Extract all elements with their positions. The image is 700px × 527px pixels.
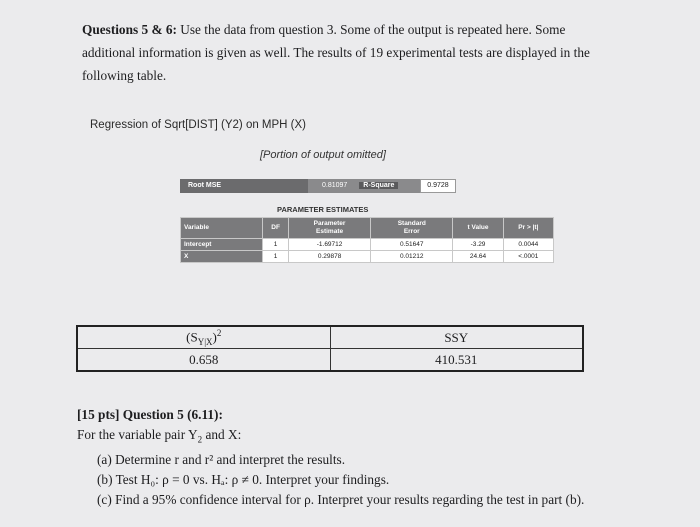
- header-estimate-line2: Estimate: [316, 228, 344, 235]
- cell-p-value: <.0001: [503, 251, 553, 263]
- syx-header-sup: 2: [216, 328, 222, 339]
- intro-line2: additional information is given as well. The results of 19 experimental tests are displayed in the: [82, 45, 590, 60]
- header-estimate-line1: Parameter: [313, 220, 346, 227]
- regression-output-figure: [80, 107, 645, 302]
- summary-header-row: [77, 326, 583, 349]
- intro-heading: Questions 5 & 6:: [82, 22, 177, 37]
- ssy-header: SSY: [330, 326, 583, 349]
- syx-header-sub: Y|X: [197, 336, 213, 347]
- question-part-b: (b) Test H₀: ρ = 0 vs. Hₐ: ρ ≠ 0. Interpret your findings.: [97, 471, 390, 487]
- r-square-value: 0.9728: [420, 179, 456, 193]
- question-5: [77, 405, 687, 510]
- header-se-line2: Error: [403, 228, 420, 235]
- header-se-line1: Standard: [397, 220, 426, 227]
- root-mse-value: 0.81097: [322, 182, 348, 189]
- parameter-estimates-title: PARAMETER ESTIMATES: [277, 205, 369, 214]
- fit-stats-bar: [308, 179, 426, 193]
- table-row: [181, 251, 554, 263]
- header-std-error: [371, 218, 453, 239]
- header-estimate: [288, 218, 370, 239]
- syx-value: 0.658: [77, 349, 330, 372]
- intro-paragraph: [82, 18, 642, 87]
- cell-df: 1: [263, 239, 289, 251]
- cell-variable: Intercept: [181, 239, 263, 251]
- parameter-estimates-table: [180, 217, 554, 263]
- cell-df: 1: [263, 251, 289, 263]
- question-heading: [15 pts] Question 5 (6.11):: [77, 407, 223, 422]
- question-prompt: [77, 425, 687, 450]
- header-df: DF: [263, 218, 289, 239]
- r-square-label: R-Square: [359, 182, 398, 189]
- regression-title: Regression of Sqrt[DIST] (Y2) on MPH (X): [90, 119, 307, 131]
- table-header-row: [181, 218, 554, 239]
- question-part-c: (c) Find a 95% confidence interval for ρ. Interpret your results regarding the test in part (b).: [97, 491, 585, 507]
- cell-std-error: 0.51647: [371, 239, 453, 251]
- question-prompt-start: For the variable pair Y: [77, 427, 198, 442]
- cell-p-value: 0.0044: [503, 239, 553, 251]
- intro-line3: following table.: [82, 68, 167, 83]
- fit-stats-row: [180, 179, 570, 193]
- syx-header-open: (S: [186, 329, 198, 345]
- summary-table: [76, 325, 584, 372]
- table-row: [181, 239, 554, 251]
- summary-value-row: [77, 349, 583, 372]
- header-variable: Variable: [181, 218, 263, 239]
- cell-variable: X: [181, 251, 263, 263]
- root-mse-label: Root MSE: [180, 179, 308, 193]
- syx-header-close: ): [212, 329, 217, 345]
- cell-t-value: 24.64: [453, 251, 503, 263]
- question-prompt-end: and X:: [202, 427, 242, 442]
- question-part-a: (a) Determine r and r² and interpret the results.: [97, 451, 346, 467]
- intro-line1: Use the data from question 3. Some of the output is repeated here. Some: [176, 22, 566, 37]
- ssy-value: 410.531: [330, 349, 583, 372]
- omitted-note: [Portion of output omitted]: [260, 149, 386, 161]
- cell-t-value: -3.29: [453, 239, 503, 251]
- cell-std-error: 0.01212: [371, 251, 453, 263]
- question-prompt-sub: 2: [197, 434, 203, 445]
- header-t-value: t Value: [453, 218, 503, 239]
- cell-estimate: -1.69712: [288, 239, 370, 251]
- cell-estimate: 0.29878: [288, 251, 370, 263]
- syx-header: [77, 326, 330, 349]
- header-p-value: Pr > |t|: [503, 218, 553, 239]
